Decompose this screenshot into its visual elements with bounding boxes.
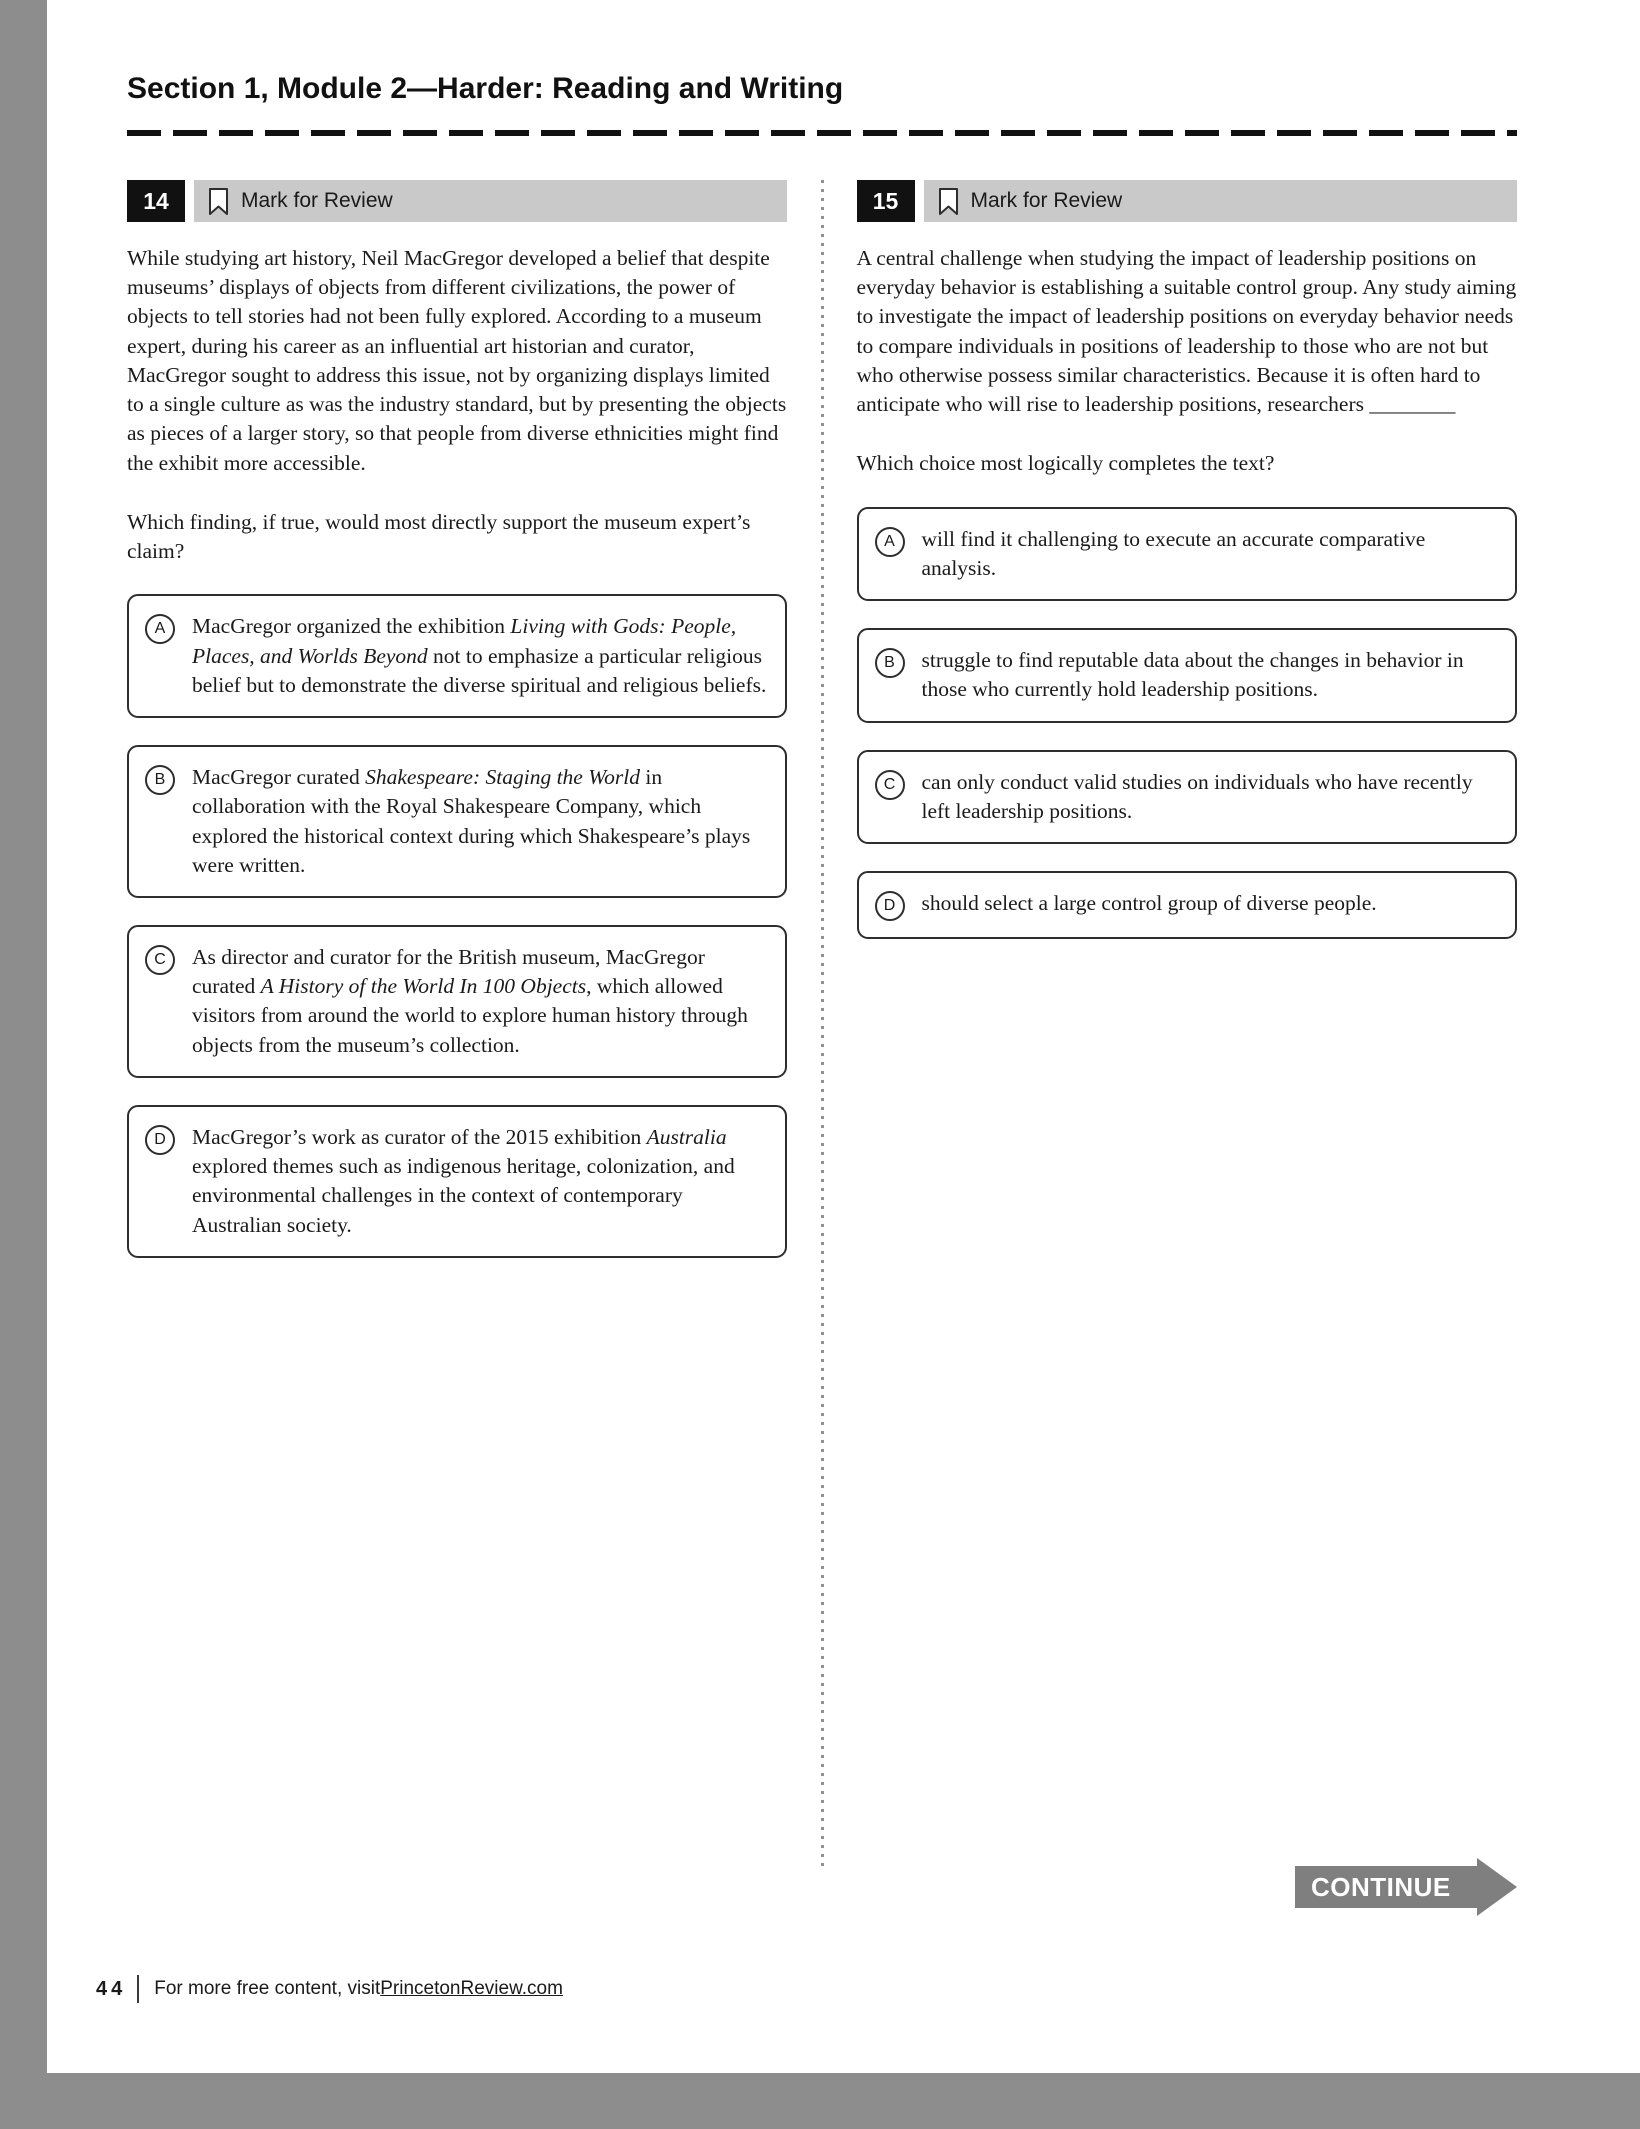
choice-d[interactable] <box>857 871 1518 939</box>
choice-text: MacGregor’s work as curator of the 2015 exhibition Australia explored themes such as indigenous heritage, colonization, and environmental challenges in the context of contemporary Australian society. <box>192 1124 735 1237</box>
mark-for-review-button[interactable] <box>924 180 1518 222</box>
choice-letter-badge: A <box>145 614 175 644</box>
choice-letter-badge: B <box>145 765 175 795</box>
continue-arrow-icon <box>1477 1858 1517 1916</box>
choice-letter-badge: C <box>875 770 905 800</box>
question-14 <box>127 180 787 1285</box>
choice-text: As director and curator for the British museum, MacGregor curated A History of the World In 100 Objects, which allowed visitors from around the world to explore human history through objects from the museum’s collection. <box>192 944 748 1057</box>
mark-for-review-label: Mark for Review <box>970 189 1123 212</box>
passage-text: While studying art history, Neil MacGregor developed a belief that despite museums’ displays of objects from different civilizations, the power of objects to tell stories had not been fully explored. According to a museum expert, during his career as an influential art historian and curator, MacGregor sought to address this issue, not by organizing displays limited to a single culture as was the industry standard, but by presenting the objects as pieces of a larger story, so that people from diverse ethnicities might find the exhibit more accessible. <box>127 246 787 475</box>
choice-b[interactable] <box>127 745 787 898</box>
question-15 <box>857 180 1518 966</box>
question-stem: Which finding, if true, would most directly support the museum expert’s claim? <box>127 509 751 564</box>
bookmark-flag-icon <box>207 187 230 216</box>
continue-label: CONTINUE <box>1295 1866 1477 1908</box>
choice-text: can only conduct valid studies on individuals who have recently left leadership positions. <box>921 769 1473 823</box>
passage-text: A central challenge when studying the impact of leadership positions on everyday behavior is establishing a suitable control group. Any study aiming to investigate the impact of leadership positions on everyday behavior needs to compare individuals in positions of leadership to those who are not but who otherwise possess similar characteristics. Because it is often hard to anticipate who will rise to leadership positions, researchers ________ <box>856 246 1517 417</box>
choice-text: will find it challenging to execute an accurate comparative analysis. <box>921 526 1426 580</box>
page-footer <box>96 1975 563 2003</box>
choice-text: MacGregor organized the exhibition Living with Gods: People, Places, and Worlds Beyond not to emphasize a particular religious belief but to demonstrate the diverse spiritual and religious beliefs. <box>192 614 767 697</box>
choice-letter-badge: D <box>145 1125 175 1155</box>
question-number-badge: 14 <box>127 180 185 222</box>
question-15-header <box>857 180 1518 222</box>
question-14-header <box>127 180 787 222</box>
choice-c[interactable] <box>857 750 1518 844</box>
two-column-layout <box>127 180 1517 1870</box>
choice-c[interactable] <box>127 925 787 1078</box>
page-content <box>127 0 1517 1870</box>
left-gray-margin-bar <box>0 0 47 2129</box>
page-number: 44 <box>96 1977 127 2000</box>
choice-a[interactable] <box>127 594 787 718</box>
choice-text: struggle to find reputable data about the changes in behavior in those who currently hold leadership positions. <box>921 648 1464 702</box>
answer-choices <box>857 507 1518 939</box>
choice-a[interactable] <box>857 507 1518 601</box>
choice-letter-badge: B <box>875 648 905 678</box>
footer-text: For more free content, visit <box>154 1978 381 1999</box>
question-number-badge: 15 <box>857 180 915 222</box>
bottom-gray-margin-bar <box>0 2073 1640 2129</box>
footer-link[interactable]: PrincetonReview.com <box>380 1978 563 1999</box>
choice-letter-badge: A <box>875 527 905 557</box>
dashed-divider-rule <box>127 130 1517 136</box>
choice-text: MacGregor curated Shakespeare: Staging the World in collaboration with the Royal Shakespeare Company, which explored the historical context during which Shakespeare’s plays were written. <box>192 765 751 877</box>
choice-letter-badge: C <box>145 945 175 975</box>
mark-for-review-button[interactable] <box>194 180 787 222</box>
dotted-column-divider <box>821 180 824 1870</box>
continue-button[interactable] <box>1295 1858 1517 1916</box>
section-title: Section 1, Module 2—Harder: Reading and Writing <box>127 72 844 105</box>
choice-b[interactable] <box>857 628 1518 722</box>
choice-text: should select a large control group of diverse people. <box>921 891 1377 916</box>
bookmark-flag-icon <box>937 187 960 216</box>
choice-letter-badge: D <box>875 891 905 921</box>
footer-separator <box>137 1975 139 2003</box>
choice-d[interactable] <box>127 1105 787 1258</box>
question-stem: Which choice most logically completes the text? <box>856 451 1275 476</box>
mark-for-review-label: Mark for Review <box>241 189 393 212</box>
answer-choices <box>127 594 787 1258</box>
